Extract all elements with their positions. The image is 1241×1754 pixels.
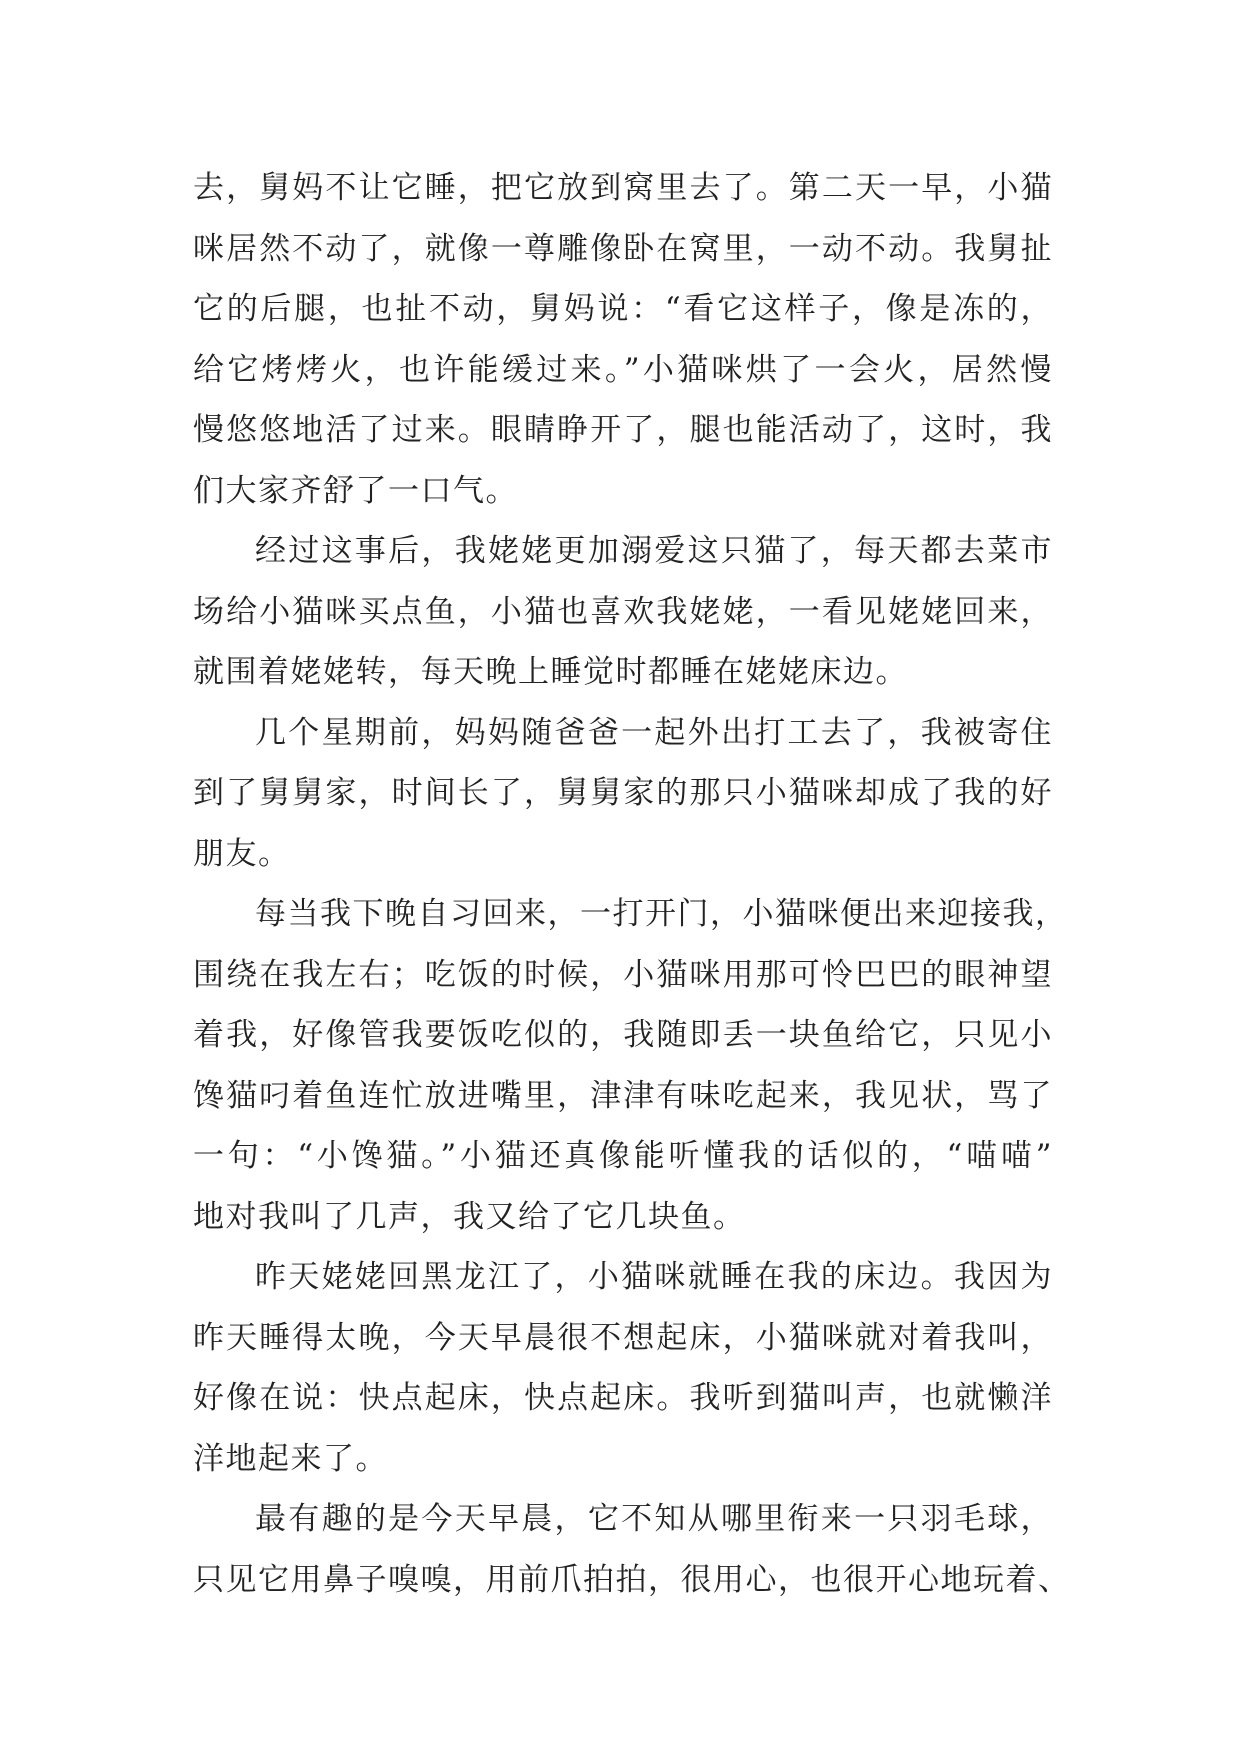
text-line: 给它烤烤火，也许能缓过来。”小猫咪烘了一会火，居然慢 [193, 351, 1053, 388]
text-line: 们大家齐舒了一口气。 [193, 472, 518, 509]
text-line: 到了舅舅家，时间长了，舅舅家的那只小猫咪却成了我的好 [193, 775, 1053, 811]
text-line: 一句：“小馋猫。”小猫还真像能听懂我的话似的，“喵喵” [193, 1138, 1053, 1174]
body-text [193, 158, 1071, 1610]
text-line: 去，舅妈不让它睡，把它放到窝里去了。第二天一早，小猫 [193, 170, 1053, 206]
text-line: 只见它用鼻子嗅嗅，用前爪拍拍，很用心，也很开心地玩着、 [193, 1561, 1071, 1598]
text-line: 慢悠悠地活了过来。眼睛睁开了，腿也能活动了，这时，我 [193, 412, 1053, 448]
text-line: 围绕在我左右；吃饭的时候，小猫咪用那可怜巴巴的眼神望 [193, 956, 1053, 993]
paragraph-first-line: 昨天姥姥回黑龙江了，小猫咪就睡在我的床边。我因为 [255, 1259, 1053, 1295]
text-line: 朋友。 [193, 835, 291, 872]
paragraph-first-line: 经过这事后，我姥姥更加溺爱这只猫了，每天都去菜市 [255, 533, 1053, 569]
paragraph-first-line: 每当我下晚自习回来，一打开门，小猫咪便出来迎接我， [255, 896, 1068, 932]
text-line: 馋猫叼着鱼连忙放进嘴里，津津有味吃起来，我见状，骂了 [193, 1077, 1053, 1114]
text-line: 地对我叫了几声，我又给了它几块鱼。 [193, 1198, 746, 1235]
text-line: 咪居然不动了，就像一尊雕像卧在窝里，一动不动。我舅扯 [193, 230, 1053, 267]
text-line: 就围着姥姥转，每天晚上睡觉时都睡在姥姥床边。 [193, 654, 908, 690]
text-line: 昨天睡得太晚，今天早晨很不想起床，小猫咪就对着我叫， [193, 1319, 1053, 1356]
paragraph-first-line: 最有趣的是今天早晨，它不知从哪里衔来一只羽毛球， [255, 1501, 1053, 1537]
text-line: 着我，好像管我要饭吃似的，我随即丢一块鱼给它，只见小 [193, 1017, 1053, 1053]
text-line: 好像在说：快点起床，快点起床。我听到猫叫声，也就懒洋 [193, 1380, 1053, 1416]
paragraph-first-line: 几个星期前，妈妈随爸爸一起外出打工去了，我被寄住 [255, 714, 1053, 751]
text-line: 它的后腿，也扯不动，舅妈说：“看它这样子，像是冻的， [193, 291, 1053, 327]
text-line: 场给小猫咪买点鱼，小猫也喜欢我姥姥，一看见姥姥回来， [193, 593, 1053, 630]
text-line: 洋地起来了。 [193, 1440, 388, 1477]
